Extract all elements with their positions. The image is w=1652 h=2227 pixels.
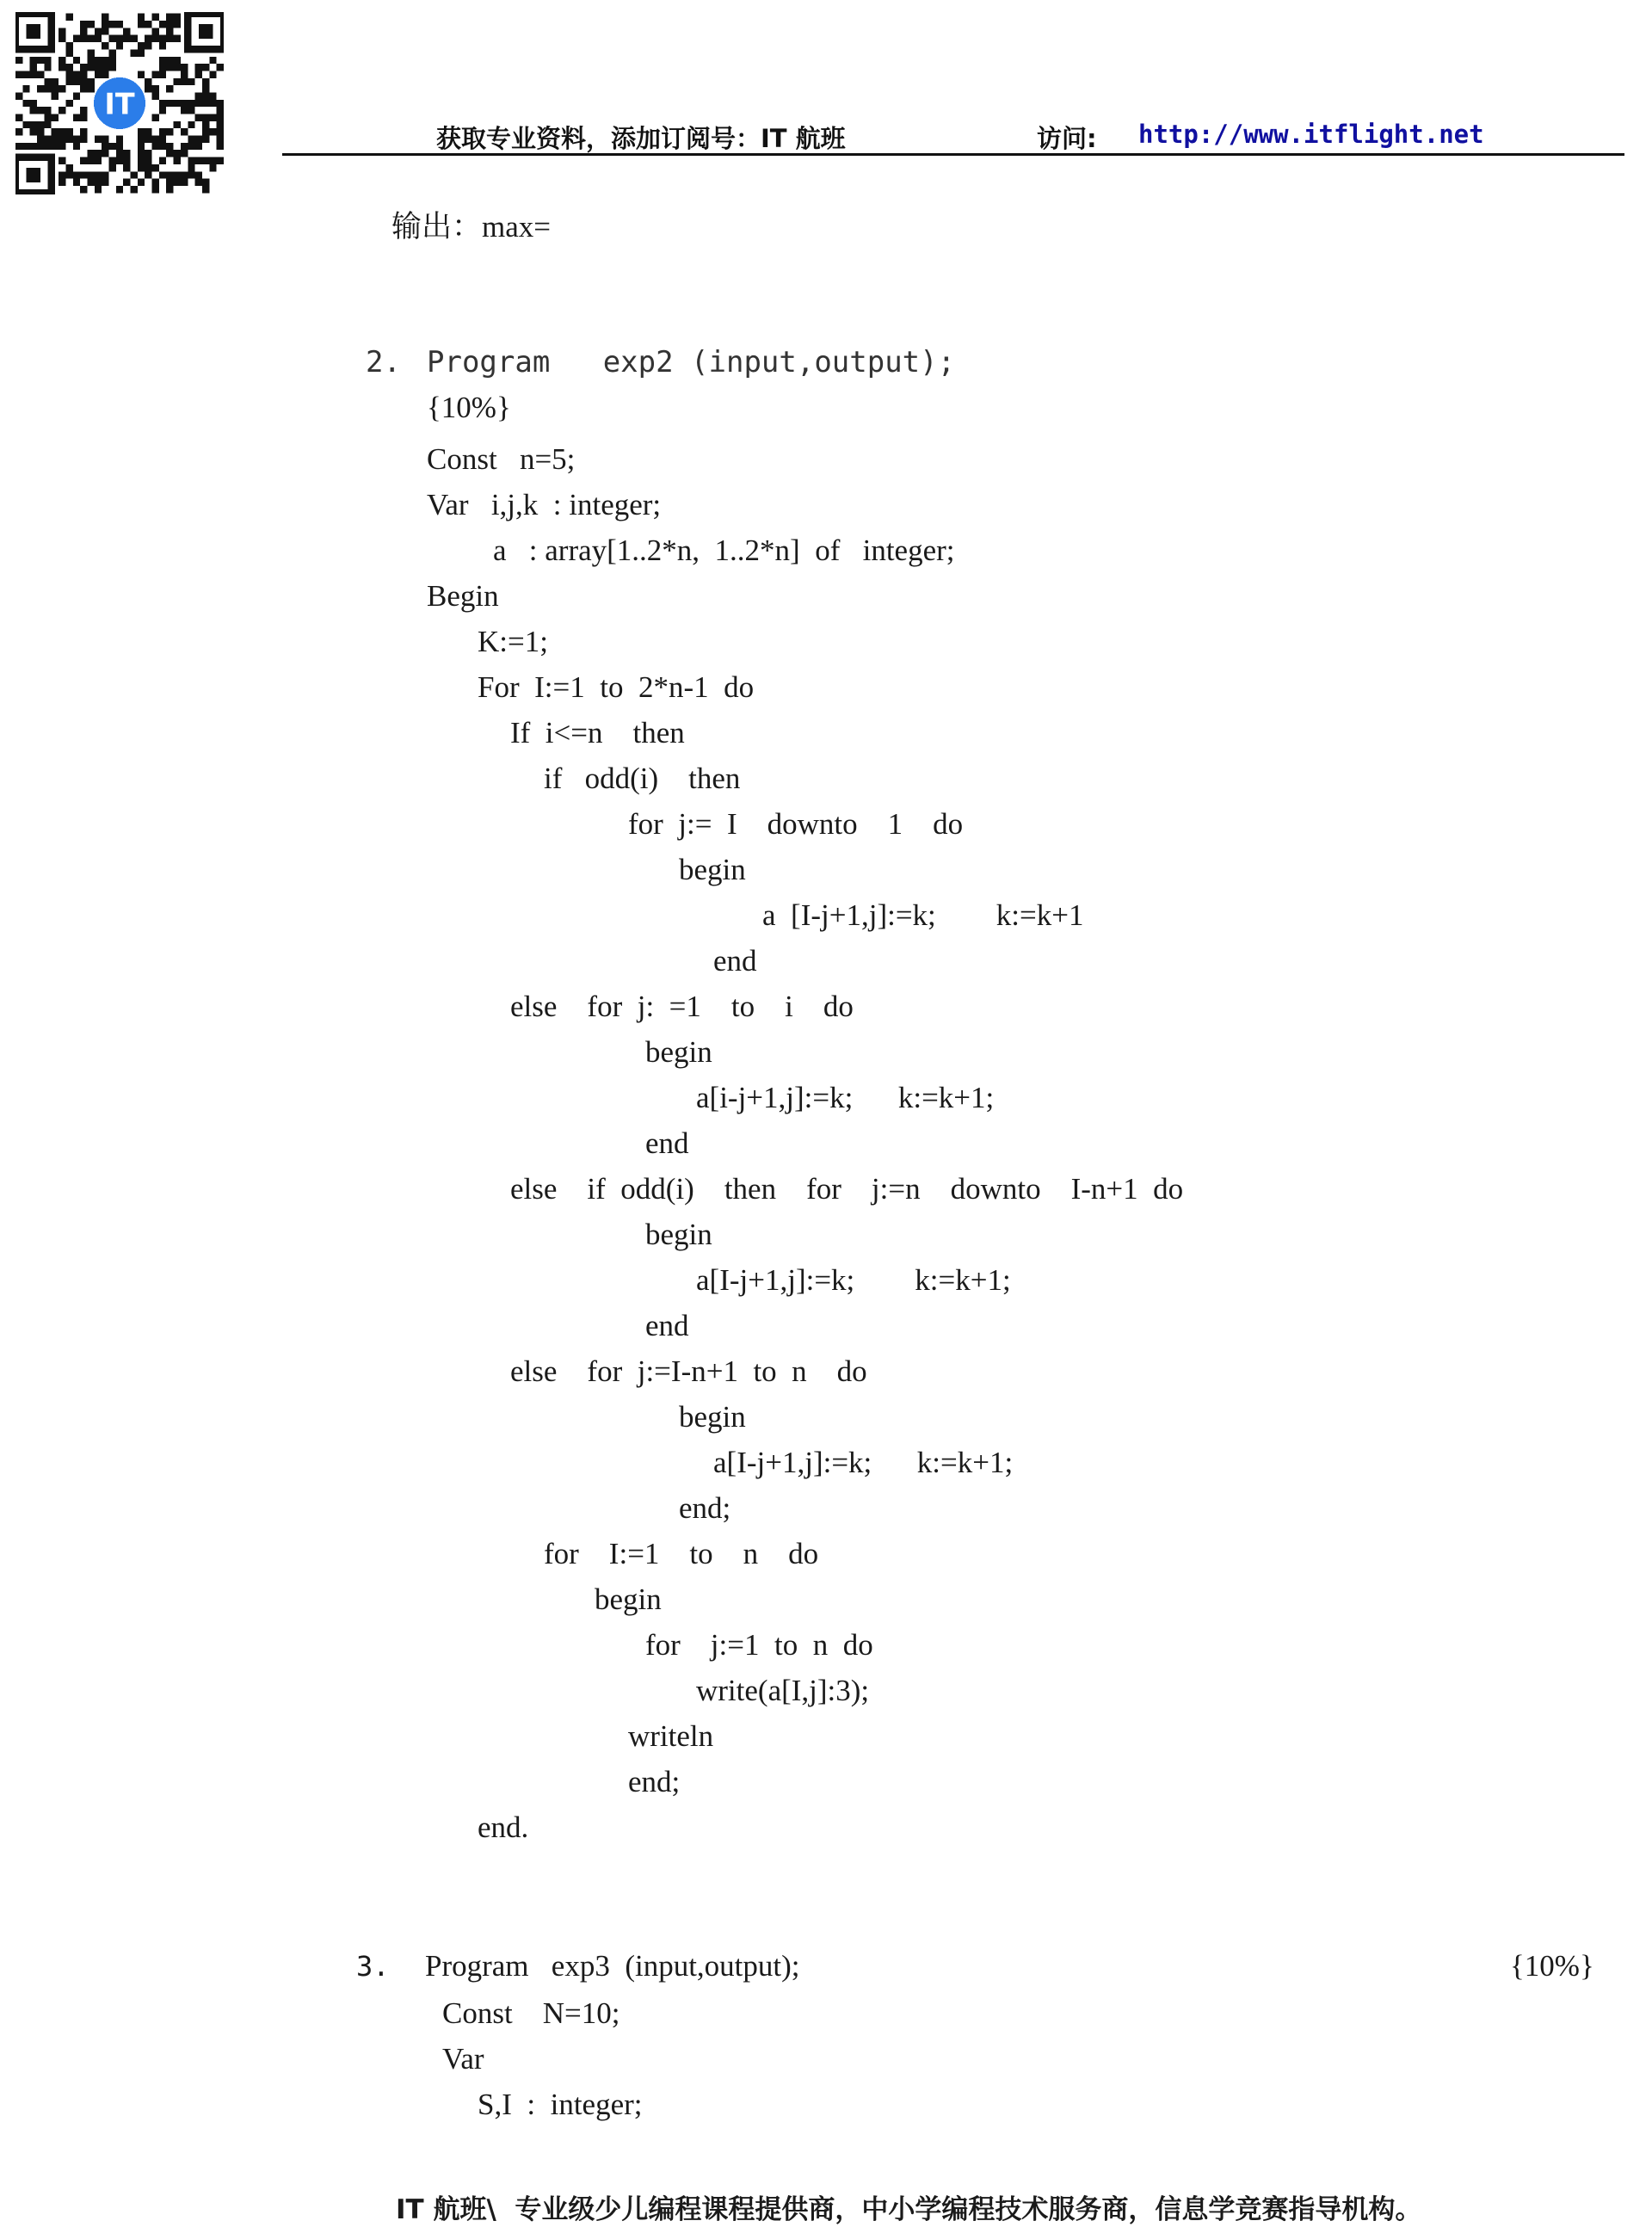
code-line: end: [645, 1126, 689, 1160]
code-line: begin: [679, 853, 746, 886]
code-line: else for j:=I-n+1 to n do: [510, 1354, 867, 1388]
site-link[interactable]: http://www.itflight.net: [1138, 120, 1484, 149]
code-line: Const N=10;: [442, 1996, 620, 2030]
code-line: a[I-j+1,j]:=k; k:=k+1;: [696, 1263, 1011, 1297]
code-line: a : array[1..2*n, 1..2*n] of integer;: [493, 534, 955, 567]
code-line: writeln: [628, 1719, 714, 1753]
code-line: If i<=n then: [510, 716, 685, 750]
code-line: begin: [645, 1218, 712, 1251]
code-line: Begin: [427, 579, 499, 613]
code-line: end;: [679, 1491, 731, 1525]
code-line: if odd(i) then: [544, 762, 741, 795]
code-line: for j:=1 to n do: [645, 1628, 873, 1662]
code-line: begin: [595, 1582, 662, 1616]
code-line: for j:= I downto 1 do: [628, 807, 964, 841]
output-line: 输出：max=: [391, 210, 551, 244]
code-line: end: [645, 1309, 689, 1342]
question-3-program-line: Program exp3 (input,output);: [425, 1949, 800, 1983]
qr-code-icon: [15, 12, 224, 194]
code-line: end: [713, 944, 757, 978]
code-line: a[I-j+1,j]:=k; k:=k+1;: [713, 1446, 1014, 1479]
code-line: a[i-j+1,j]:=k; k:=k+1;: [696, 1081, 995, 1114]
code-line: For I:=1 to 2*n-1 do: [478, 670, 755, 704]
code-line: Var: [442, 2042, 484, 2076]
question-3-number: 3.: [356, 1950, 390, 1983]
svg-text:IT: IT: [104, 87, 135, 121]
question-3-score: {10%}: [1510, 1949, 1594, 1983]
question-2-number: 2.: [366, 345, 401, 379]
code-line: begin: [679, 1400, 746, 1434]
question-2-program-line: Program exp2 (input,output);: [427, 345, 956, 379]
code-line: end.: [478, 1811, 529, 1844]
visit-label: 访问:: [1037, 124, 1097, 153]
header-rule: [282, 153, 1624, 156]
code-line: else for j: =1 to i do: [510, 990, 854, 1023]
question-2-score: {10%}: [427, 391, 511, 424]
footer-text: IT 航班\ 专业级少儿编程课程提供商，中小学编程技术服务商，信息学竞赛指导机构。: [396, 2194, 1422, 2225]
code-line: a [I-j+1,j]:=k; k:=k+1: [762, 898, 1084, 932]
code-line: begin: [645, 1035, 712, 1069]
code-line: write(a[I,j]:3);: [696, 1674, 870, 1707]
code-line: Const n=5;: [427, 442, 576, 476]
code-line: for I:=1 to n do: [544, 1537, 819, 1570]
code-line: K:=1;: [478, 625, 548, 658]
code-line: S,I : integer;: [478, 2088, 643, 2121]
code-line: else if odd(i) then for j:=n downto I-n+1 do: [510, 1172, 1184, 1206]
subscribe-text: 获取专业资料，添加订阅号：IT 航班: [436, 124, 846, 153]
code-line: Var i,j,k : integer;: [427, 488, 662, 521]
code-line: end;: [628, 1765, 681, 1798]
